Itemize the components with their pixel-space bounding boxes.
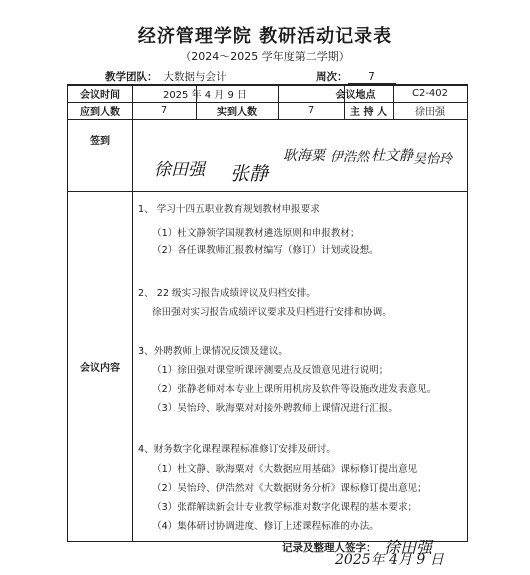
teaching-team-field bbox=[105, 69, 274, 85]
actual-count-value: 7 bbox=[307, 105, 315, 116]
week-value: 7 bbox=[348, 71, 396, 84]
agenda-item: 2、 22 级实习报告成绩评议及归档安排。 bbox=[138, 288, 316, 299]
signature: 杜文静 bbox=[371, 148, 413, 164]
meeting-place-label: 会议地点 bbox=[335, 90, 376, 101]
recorder-signature-label: 记录及整理人签字： bbox=[282, 542, 377, 554]
meeting-content-label: 会议内容 bbox=[80, 362, 120, 374]
handwritten-date: 2025年 4月 9 日 bbox=[335, 552, 444, 568]
meeting-time-value: 2025 年 4 月 9 日 bbox=[162, 90, 248, 101]
agenda-item: 4、财务数字化课程课程标准修订安排及研讨。 bbox=[138, 444, 336, 455]
signature: 吴怡玲 bbox=[413, 152, 453, 167]
semester-subtitle: （2024～2025 学年度第二学期） bbox=[180, 50, 350, 63]
agenda-item: （3）张群解读新会计专业教学标准对数字化课程的基本要求； bbox=[152, 502, 418, 513]
expected-count-value: 7 bbox=[160, 105, 168, 116]
host-label: 主 持 人 bbox=[350, 107, 387, 118]
agenda-item: 3、外聘教师上课情况反馈及建议。 bbox=[138, 346, 289, 357]
signin-label: 签到 bbox=[90, 135, 110, 147]
actual-count-label: 实到人数 bbox=[217, 107, 257, 118]
recorder-signature: 徐田强 bbox=[384, 538, 433, 557]
week-field bbox=[316, 69, 396, 84]
meeting-time-label: 会议时间 bbox=[80, 90, 120, 101]
document-title: 经济管理学院 教研活动记录表 bbox=[137, 26, 393, 47]
agenda-item: （2）各任课教师汇报教材编写（修订）计划或设想。 bbox=[152, 245, 379, 256]
agenda-item: （2）吴怡玲、伊浩然对《大数据财务分析》课标修订提出意见； bbox=[152, 483, 427, 494]
agenda-item: （4）集体研讨协调进度、修订上述课程标准的办法。 bbox=[152, 521, 379, 532]
teaching-team-value: 大数据与会计 bbox=[158, 69, 274, 85]
agenda-item: 1、 学习十四五职业教育规划教材申报要求 bbox=[138, 204, 320, 215]
teaching-team-label: 教学团队： bbox=[105, 71, 158, 83]
agenda-item: 徐田强对实习报告成绩评议要求及归档进行安排和协调。 bbox=[152, 307, 392, 318]
signature: 张静 bbox=[230, 163, 269, 185]
agenda-item: （3）吴怡玲、耿海粟对对接外聘教师上课情况进行汇报。 bbox=[152, 403, 398, 414]
agenda-item: （1）杜文静、耿海粟对《大数据应用基础》课标修订提出意见 bbox=[152, 464, 418, 475]
column-divider bbox=[132, 85, 133, 541]
week-label: 周次： bbox=[316, 71, 348, 83]
agenda-item: （1）杜文静领学国规教材遴选原则和申报教材； bbox=[152, 228, 360, 239]
record-table bbox=[67, 84, 468, 542]
meeting-place-value: C2-402 bbox=[411, 88, 449, 99]
agenda-item: （2）张静老师对本专业上课所用机房及软件等设施改进发表意见。 bbox=[152, 384, 437, 395]
signature: 徐田强 bbox=[154, 160, 205, 180]
expected-count-label: 应到人数 bbox=[80, 107, 120, 118]
signature: 耿海粟 bbox=[283, 148, 325, 164]
agenda-item: （1）徐田强对课堂听课评测要点及反馈意见进行说明； bbox=[152, 365, 389, 376]
host-value: 徐田强 bbox=[415, 107, 445, 118]
signature: 伊浩然 bbox=[330, 150, 370, 165]
